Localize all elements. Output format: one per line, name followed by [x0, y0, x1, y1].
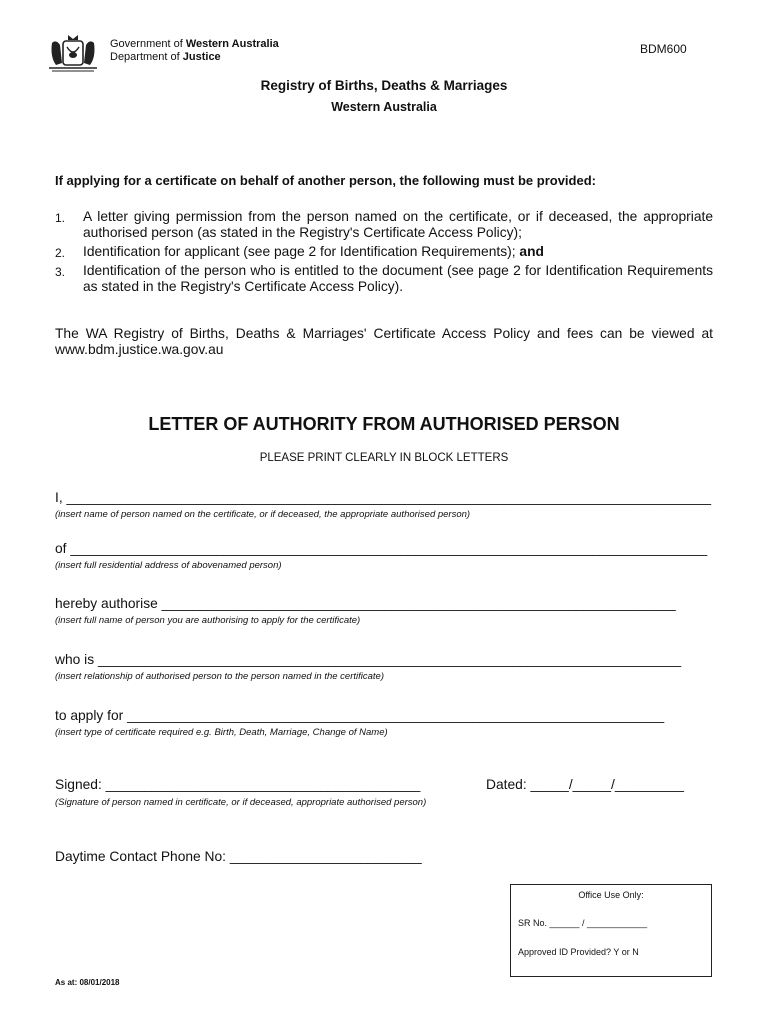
access-policy-text: The WA Registry of Births, Deaths & Marriages' Certificate Access Policy and fees can be viewed at www.bdm.justice.wa.gov.au — [55, 326, 713, 357]
dated-line: _____/_____/_________ — [530, 777, 684, 792]
form-code: BDM600 — [640, 42, 687, 56]
sr-number-field: SR No. ______ / ____________ — [518, 918, 648, 928]
requirements-list — [55, 209, 713, 298]
office-use-title: Office Use Only: — [578, 890, 644, 900]
gov-line2-prefix: Department of — [110, 51, 183, 63]
as-at-date: As at: 08/01/2018 — [55, 978, 120, 987]
authorise-label: hereby authorise — [55, 596, 162, 611]
authorised-person-field[interactable] — [55, 596, 715, 611]
signature-field[interactable] — [55, 777, 475, 792]
relationship-label: who is — [55, 652, 98, 667]
government-name — [110, 38, 279, 64]
date-field[interactable] — [486, 777, 716, 792]
address-line: ___________________________________________________________________________________ — [70, 541, 708, 556]
intro-heading: If applying for a certificate on behalf of another person, the following must be provided: — [55, 173, 596, 188]
signed-line: _________________________________________ — [105, 777, 421, 792]
gov-line1-prefix: Government of — [110, 38, 186, 50]
phone-field[interactable] — [55, 849, 485, 864]
list-number: 1. — [55, 211, 66, 225]
list-text: Identification for applicant (see page 2 for Identification Requirements); — [83, 244, 520, 259]
relationship-hint: (insert relationship of authorised person to the person named in the certificate) — [55, 671, 384, 682]
name-label: I, — [55, 490, 67, 505]
signature-hint: (Signature of person named in certificate, or if deceased, appropriate authorised person) — [55, 797, 427, 808]
authorise-line: ___________________________________________________________________ — [161, 596, 676, 611]
address-hint: (insert full residential address of abovenamed person) — [55, 560, 282, 571]
office-use-box — [510, 884, 712, 977]
list-text: Identification of the person who is entitled to the document (see page 2 for Identification Requirements as stated in the Registry's Certificate Access Policy). — [83, 263, 713, 294]
address-label: of — [55, 541, 71, 556]
letter-title: LETTER OF AUTHORITY FROM AUTHORISED PERSON — [148, 414, 620, 434]
certificate-type-label: to apply for — [55, 708, 128, 723]
dated-label: Dated: — [486, 777, 531, 792]
phone-label: Daytime Contact Phone No: — [55, 849, 230, 864]
registry-title: Registry of Births, Deaths & Marriages — [260, 78, 508, 93]
relationship-line: ____________________________________________________________________________ — [97, 652, 682, 667]
print-instruction: PLEASE PRINT CLEARLY IN BLOCK LETTERS — [259, 452, 509, 464]
wa-coat-of-arms-icon — [46, 33, 100, 73]
name-line: ____________________________________________________________________________________ — [66, 490, 712, 505]
phone-line: _________________________ — [229, 849, 422, 864]
gov-line1-bold: Western Australia — [185, 38, 279, 50]
list-number: 2. — [55, 246, 66, 260]
authorise-hint: (insert full name of person you are authorising to apply for the certificate) — [55, 615, 361, 626]
gov-line2-bold: Justice — [182, 51, 221, 63]
list-number: 3. — [55, 265, 66, 279]
list-text: A letter giving permission from the person named on the certificate, or if deceased, the appropriate authorised person (as stated in the Registry's Certificate Access Policy); — [83, 209, 713, 240]
list-item — [55, 263, 713, 295]
approved-id-field: Approved ID Provided? Y or N — [518, 947, 639, 957]
relationship-field[interactable] — [55, 652, 715, 667]
address-field[interactable] — [55, 541, 715, 556]
signed-label: Signed: — [55, 777, 106, 792]
list-item — [55, 209, 713, 241]
certificate-type-hint: (insert type of certificate required e.g. Birth, Death, Marriage, Change of Name) — [55, 727, 388, 738]
certificate-type-field[interactable] — [55, 708, 715, 723]
list-item — [55, 244, 713, 260]
list-text-bold: and — [519, 244, 544, 259]
name-hint: (insert name of person named on the certificate, or if deceased, the appropriate authorised person) — [55, 509, 471, 520]
certificate-type-line: ______________________________________________________________________ — [127, 708, 665, 723]
state-title: Western Australia — [331, 100, 437, 114]
name-field[interactable] — [55, 490, 715, 505]
